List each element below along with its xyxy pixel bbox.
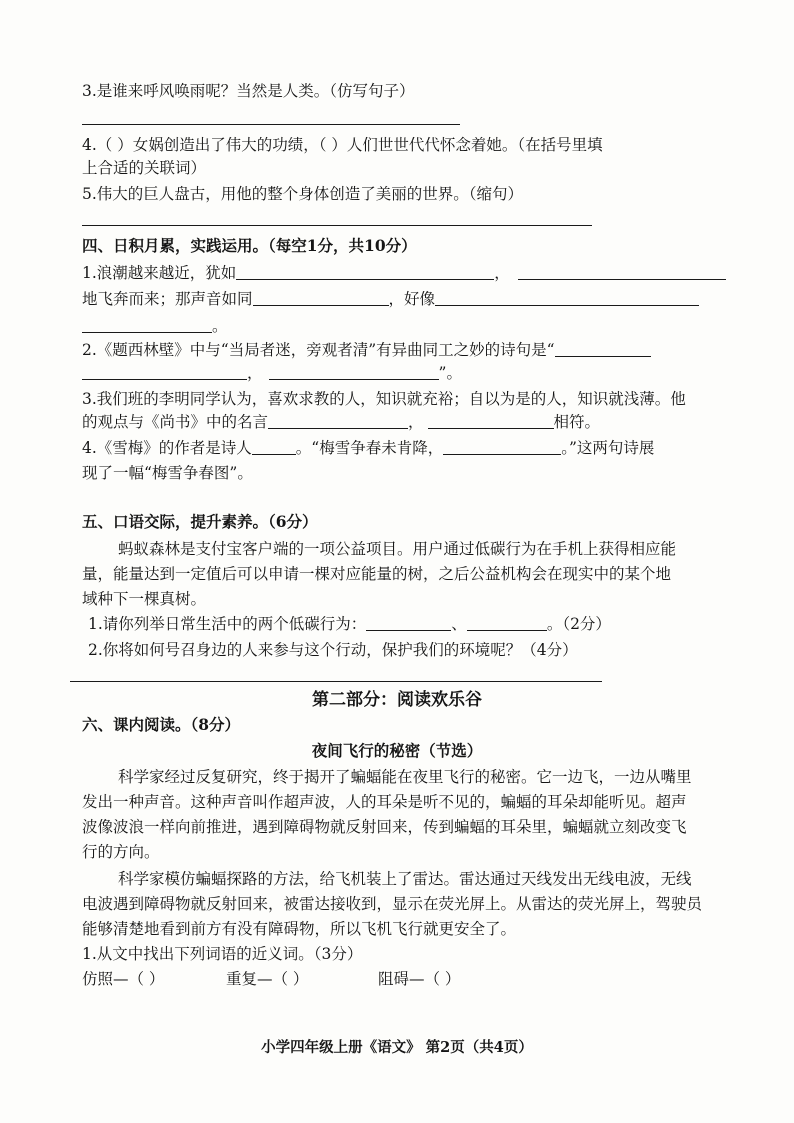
q6-item1-blanks: 仿照—（ ） — [82, 970, 165, 988]
s5-passage-line3: 域种下一棵真树。 — [82, 590, 207, 608]
section-4-heading: 四、日积月累，实践运用。（每空1分，共10分） — [82, 236, 417, 255]
blank[interactable] — [236, 263, 494, 280]
q6-blank-3: 阻碍—（ ） — [378, 970, 461, 988]
s6-passage-line: 发出一种声音。这种声音叫作超声波，人的耳朵是听不见的，蝙蝠的耳朵却能听见。超声 — [82, 793, 687, 811]
blank[interactable] — [555, 340, 651, 357]
answer-line[interactable] — [82, 225, 592, 226]
s6-passage-line: 波像波浪一样向前推进，遇到障碍物就反射回来，传到蝙蝠的耳朵里，蝙蝠就立刻改变飞 — [82, 818, 687, 836]
q4-item1: 1.浪潮越来越近，犹如 ， — [82, 262, 726, 284]
section-6-heading: 六、课内阅读。（8分） — [82, 715, 241, 734]
q3-item5: 5.伟大的巨人盘古，用他的整个身体创造了美丽的世界。（缩句） — [82, 185, 524, 203]
q4-item1-cont: 地飞奔而来；那声音如同 ，好像 — [82, 288, 699, 310]
answer-line[interactable] — [70, 681, 602, 682]
blank[interactable] — [467, 614, 547, 631]
q5-item1: 1.请你列举日常生活中的两个低碳行为： 、 。（2分） — [88, 615, 611, 633]
s5-passage-line1: 蚂蚁森林是支付宝客户端的一项公益项目。用户通过低碳行为在手机上获得相应能 — [118, 540, 677, 558]
section-5-heading: 五、口语交际，提升素养。（6分） — [82, 512, 318, 531]
part-2-title: 第二部分：阅读欢乐谷 — [312, 690, 482, 710]
q4-item1-end: 。 — [82, 315, 228, 337]
blank[interactable] — [268, 412, 408, 429]
q4-item4: 4.《雪梅》的作者是诗人 。“梅雪争春未肯降， 。”这两句诗展 — [82, 439, 655, 457]
blank[interactable] — [518, 263, 726, 280]
s6-passage-line: 科学家模仿蝙蝠探路的方法，给飞机装上了雷达。雷达通过天线发出无线电波，无线 — [118, 870, 692, 888]
blank[interactable] — [366, 614, 451, 631]
q4-item2: 2.《题西林壁》中与“当局者迷，旁观者清”有异曲同工之妙的诗句是“ — [82, 339, 651, 361]
q4-item2-cont: ， ”。 — [82, 362, 462, 384]
blank[interactable] — [435, 289, 699, 306]
s5-passage-line2: 量，能量达到一定值后可以申请一棵对应能量的树，之后公益机构会在现实中的某个地 — [82, 565, 672, 583]
passage-title: 夜间飞行的秘密（节选） — [311, 741, 483, 760]
blank[interactable] — [443, 438, 561, 455]
page-footer: 小学四年级上册《语文》 第2页（共4页） — [261, 1039, 533, 1056]
q3-item3: 3.是谁来呼风唤雨呢？当然是人类。（仿写句子） — [82, 82, 415, 100]
blank[interactable] — [269, 363, 439, 380]
s6-passage-line: 科学家经过反复研究，终于揭开了蝙蝠能在夜里飞行的秘密。它一边飞，一边从嘴里 — [118, 768, 692, 786]
q6-item1: 1.从文中找出下列词语的近义词。（3分） — [82, 945, 363, 963]
q6-blank-2: 重复—（ ） — [226, 970, 309, 988]
q4-item3-cont: 的观点与《尚书》中的名言 ， 相符。 — [82, 413, 601, 431]
answer-line[interactable] — [82, 124, 460, 125]
blank[interactable] — [252, 438, 296, 455]
blank[interactable] — [82, 316, 212, 333]
blank[interactable] — [82, 363, 247, 380]
q5-item2: 2.你将如何号召身边的人来参与这个行动，保护我们的环境呢？（4分） — [88, 641, 578, 659]
q4-item4-cont: 现了一幅“梅雪争春图”。 — [82, 464, 253, 482]
q4-item3: 3.我们班的李明同学认为，喜欢求教的人，知识就充裕；自以为是的人，知识就浅薄。他 — [82, 390, 686, 408]
s6-passage-line: 电波遇到障碍物就反射回来，被雷达接收到，显示在荧光屏上。从雷达的荧光屏上，驾驶员 — [82, 895, 703, 913]
blank[interactable] — [253, 289, 389, 306]
blank[interactable] — [428, 412, 554, 429]
q3-item4-cont: 上合适的关联词） — [82, 159, 207, 177]
s6-passage-line: 能够清楚地看到前方有没有障碍物，所以飞机飞行就更安全了。 — [82, 920, 517, 938]
s6-passage-line: 行的方向。 — [82, 843, 160, 861]
q3-item4: 4.（ ）女娲创造出了伟大的功绩，（ ）人们世世代代怀念着她。（在括号里填 — [82, 136, 603, 154]
